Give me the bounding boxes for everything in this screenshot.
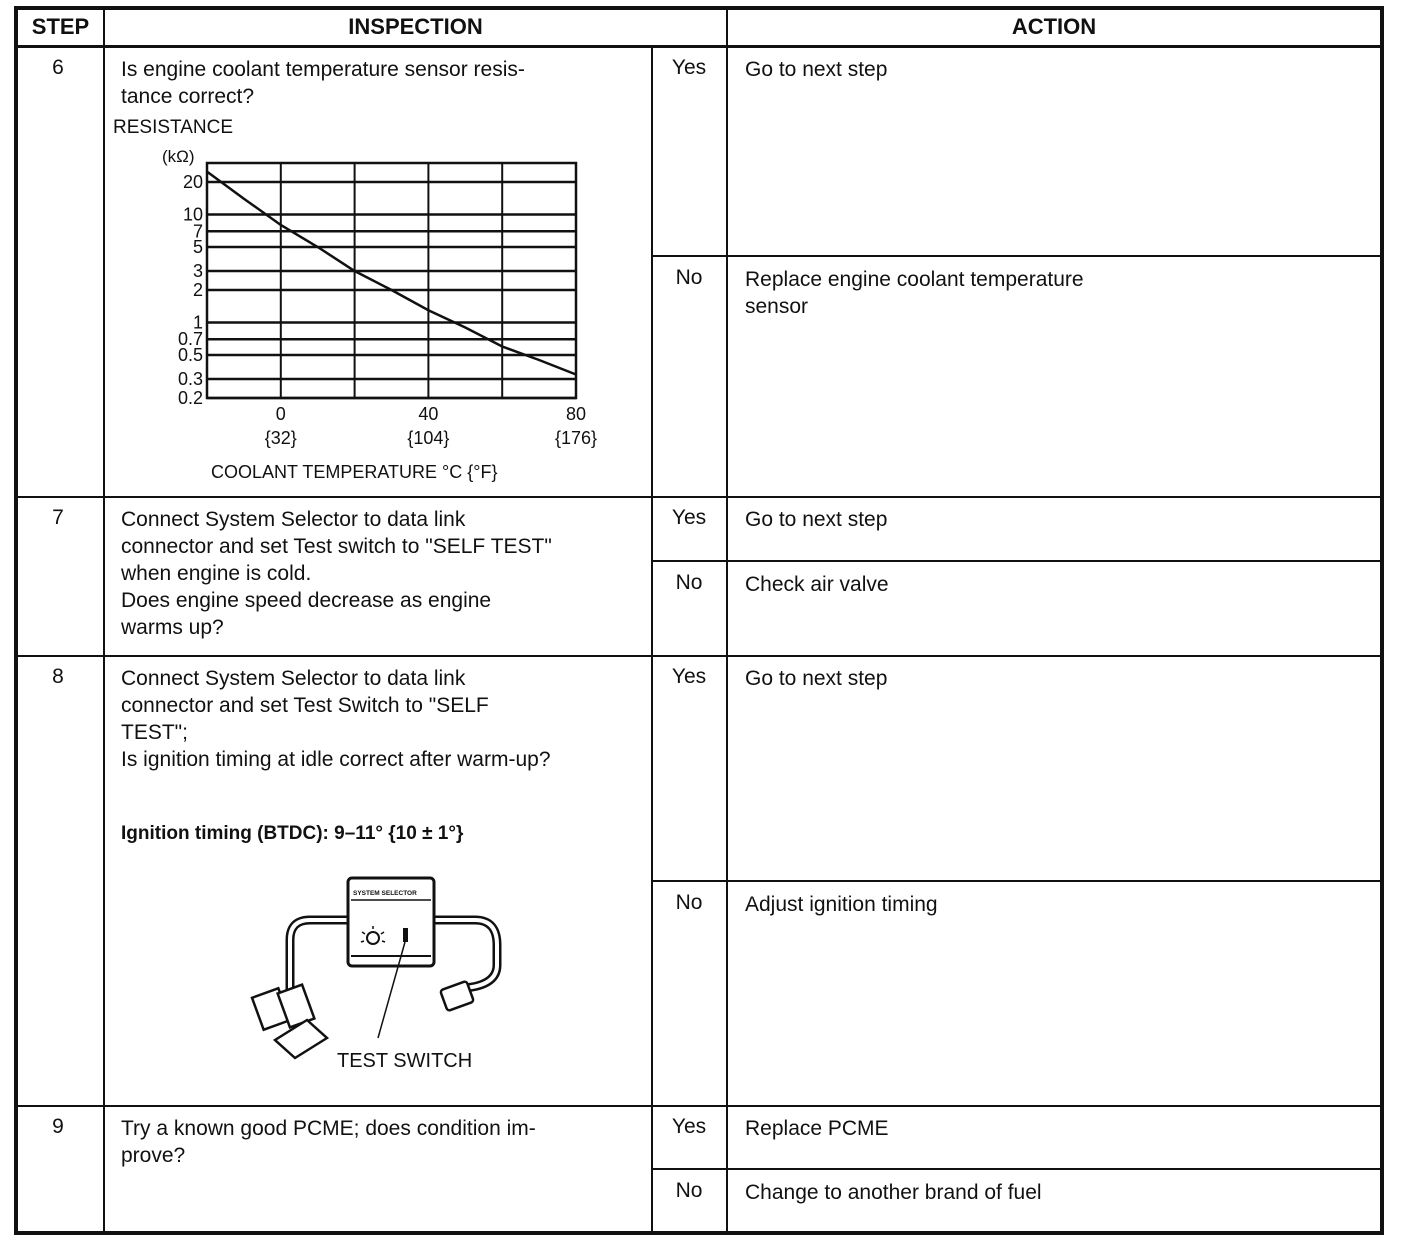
row-divider-6-7 bbox=[14, 496, 1384, 498]
inspection-text-9: Try a known good PCME; does condition im- prove? bbox=[121, 1117, 536, 1167]
action-text-6-no: Replace engine coolant temperature sensor bbox=[745, 268, 1084, 318]
yes-label-6: Yes bbox=[671, 56, 707, 79]
no-label-6: No bbox=[675, 266, 703, 289]
row-divider-7-8 bbox=[14, 655, 1384, 657]
action-text-9-yes: Replace PCME bbox=[745, 1117, 889, 1140]
chart-xlabel: COOLANT TEMPERATURE °C {°F} bbox=[211, 462, 498, 482]
chart-ytick-label: 0.7 bbox=[177, 329, 203, 350]
chart-ytick-label: 10 bbox=[182, 204, 203, 225]
yes-label-7: Yes bbox=[671, 506, 707, 529]
chart-ylabel: (kΩ) bbox=[162, 147, 195, 166]
inspection-text-8: Connect System Selector to data link connector and set Test Switch to "SELF TEST"; Is ignition timing at idle correct after warm-up? bbox=[121, 667, 551, 771]
col-divider-action bbox=[726, 6, 728, 1235]
yesno-divider-7 bbox=[651, 560, 1384, 562]
table-border-right bbox=[1380, 6, 1384, 1235]
test-switch-label: TEST SWITCH bbox=[337, 1050, 473, 1072]
chart-ytick-label: 0.5 bbox=[177, 345, 203, 366]
inspection-text-7: Connect System Selector to data link connector and set Test switch to "SELF TEST" when engine is cold. Does engine speed decrease as engine warms up? bbox=[121, 508, 552, 639]
yesno-divider-9 bbox=[651, 1168, 1384, 1170]
action-text-8-yes: Go to next step bbox=[745, 667, 888, 690]
step-number-8: 8 bbox=[52, 665, 64, 688]
chart-ytick-label: 3 bbox=[192, 260, 203, 281]
header-step: STEP bbox=[31, 14, 90, 39]
ignition-timing-spec: Ignition timing (BTDC): 9–11° {10 ± 1°} bbox=[121, 823, 464, 844]
chart-xtick-label: 80 bbox=[565, 404, 587, 424]
inspection-text-6: Is engine coolant temperature sensor resis- tance correct? bbox=[121, 58, 525, 108]
action-text-8-no: Adjust ignition timing bbox=[745, 893, 938, 916]
chart-xtick-label-f: {176} bbox=[554, 428, 598, 448]
yesno-divider-6 bbox=[651, 255, 1384, 257]
action-text-7-no: Check air valve bbox=[745, 573, 889, 596]
col-divider-step bbox=[103, 6, 105, 1235]
chart-ytick-label: 2 bbox=[192, 280, 203, 301]
step-number-7: 7 bbox=[52, 506, 64, 529]
action-text-7-yes: Go to next step bbox=[745, 508, 888, 531]
resistance-chart bbox=[150, 140, 620, 485]
chart-ytick-label: 1 bbox=[192, 312, 203, 333]
col-divider-yesno bbox=[651, 48, 653, 1235]
chart-ytick-label: 7 bbox=[192, 221, 203, 242]
no-label-9: No bbox=[675, 1179, 703, 1202]
header-inspection: INSPECTION bbox=[348, 14, 483, 39]
table-border-top bbox=[14, 6, 1384, 10]
system-selector-illustration bbox=[235, 870, 535, 1085]
chart-xtick-label: 40 bbox=[418, 404, 439, 424]
system-selector-label: SYSTEM SELECTOR bbox=[353, 890, 417, 897]
chart-frame bbox=[207, 163, 576, 398]
connector-cable-right bbox=[435, 920, 497, 988]
no-label-8: No bbox=[675, 891, 703, 914]
resistance-curve bbox=[207, 172, 576, 375]
connector-cable-left-inner bbox=[290, 920, 350, 990]
test-switch-icon bbox=[403, 928, 408, 942]
chart-xtick-label-f: {104} bbox=[407, 428, 450, 448]
chart-title: RESISTANCE bbox=[113, 117, 234, 138]
action-text-6-yes: Go to next step bbox=[745, 58, 888, 81]
step-number-9: 9 bbox=[52, 1115, 64, 1138]
table-border-bottom bbox=[14, 1231, 1384, 1235]
no-label-7: No bbox=[675, 571, 703, 594]
data-link-connector-icon bbox=[252, 985, 327, 1058]
row-divider-8-9 bbox=[14, 1105, 1384, 1107]
chart-xtick-label-f: {32} bbox=[264, 428, 297, 448]
chart-ytick-label: 5 bbox=[192, 237, 203, 258]
action-text-9-no: Change to another brand of fuel bbox=[745, 1181, 1042, 1204]
header-action: ACTION bbox=[1011, 14, 1097, 39]
header-divider bbox=[14, 45, 1384, 48]
yes-label-8: Yes bbox=[671, 665, 707, 688]
yes-label-9: Yes bbox=[671, 1115, 707, 1138]
step-number-6: 6 bbox=[52, 56, 64, 79]
chart-ytick-label: 0.3 bbox=[177, 368, 203, 389]
connector-cable-left bbox=[290, 920, 350, 990]
yesno-divider-8 bbox=[651, 880, 1384, 882]
table-border-left bbox=[14, 6, 18, 1235]
chart-ytick-label: 20 bbox=[182, 172, 203, 193]
plug-connector-icon bbox=[440, 981, 474, 1011]
chart-xtick-label: 0 bbox=[275, 404, 286, 424]
chart-ytick-label: 0.2 bbox=[177, 388, 203, 408]
